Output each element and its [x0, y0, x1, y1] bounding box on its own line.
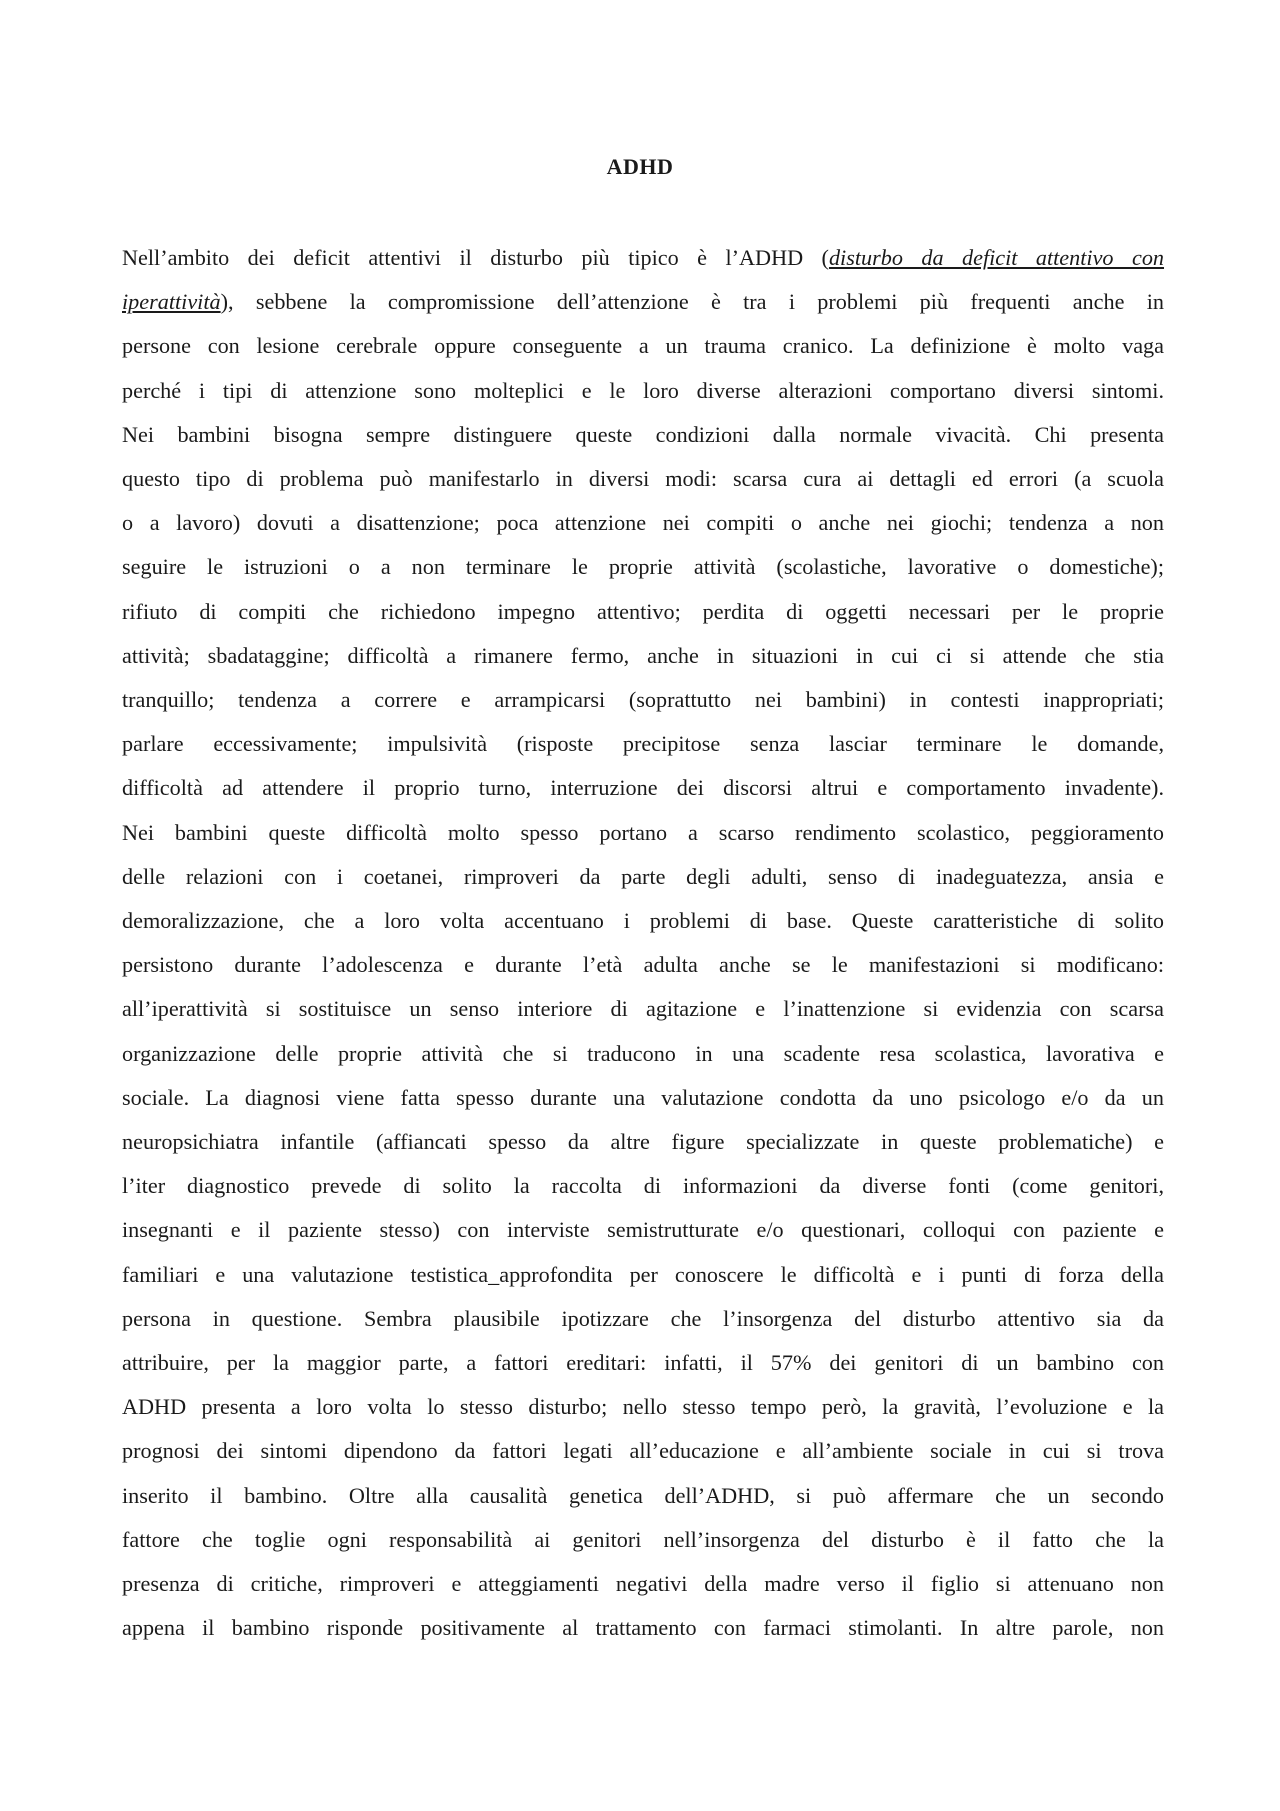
text-line: [122, 1253, 1164, 1297]
text-line: [122, 1341, 1164, 1385]
text-line: [122, 1120, 1164, 1164]
text-run: Nei bambini bisogna sempre distinguere queste condizioni dalla normale vivacità. Chi presenta: [122, 421, 1164, 447]
text-run: presenza di critiche, rimproveri e atteggiamenti negativi della madre verso il figlio si attenuano non: [122, 1571, 1164, 1597]
text-line: [122, 1385, 1164, 1429]
text-line: [122, 987, 1164, 1031]
text-run: sociale. La diagnosi viene fatta spesso durante una valutazione condotta da uno psicologo e/o da un: [122, 1084, 1164, 1110]
text-run: perché i tipi di attenzione sono molteplici e le loro diverse alterazioni comportano diversi sintomi.: [122, 377, 1164, 403]
text-run: fattore che toglie ogni responsabilità ai genitori nell’insorgenza del disturbo è il fatto che la: [122, 1526, 1164, 1552]
text-run: persistono durante l’adolescenza e durante l’età adulta anche se le manifestazioni si modificano:: [122, 952, 1164, 978]
text-line: [122, 678, 1164, 722]
text-line: [122, 722, 1164, 766]
text-run: rifiuto di compiti che richiedono impegno attentivo; perdita di oggetti necessari per le proprie: [122, 598, 1164, 624]
text-line: [122, 501, 1164, 545]
text-run: appena il bambino risponde positivamente al trattamento con farmaci stimolanti. In altre parole, non: [122, 1615, 1164, 1641]
text-run: seguire le istruzioni o a non terminare le proprie attività (scolastiche, lavorative o domestiche);: [122, 554, 1164, 580]
text-line: [122, 236, 1164, 280]
emphasized-term: iperattività: [122, 289, 221, 315]
text-run: persone con lesione cerebrale oppure conseguente a un trauma cranico. La definizione è molto vaga: [122, 333, 1164, 359]
text-run: l’iter diagnostico prevede di solito la raccolta di informazioni da diverse fonti (come genitori,: [122, 1173, 1164, 1199]
text-line: [122, 634, 1164, 678]
text-run: neuropsichiatra infantile (affiancati spesso da altre figure specializzate in queste problematiche) e: [122, 1129, 1164, 1155]
text-run: o a lavoro) dovuti a disattenzione; poca attenzione nei compiti o anche nei giochi; tendenza a non: [122, 510, 1164, 536]
emphasized-term: disturbo da deficit attentivo con: [828, 245, 1165, 270]
text-run: familiari e una valutazione testistica_approfondita per conoscere le difficoltà e i punti di forza della: [122, 1261, 1164, 1287]
text-run: difficoltà ad attendere il proprio turno, interruzione dei discorsi altrui e comportamento invadente).: [122, 775, 1164, 801]
text-line: [122, 1562, 1164, 1606]
text-line: [122, 545, 1164, 589]
text-run: Nell’ambito dei deficit attentivi il disturbo più tipico è l’ADHD (: [122, 245, 829, 270]
text-line: [122, 1032, 1164, 1076]
text-line: [122, 1606, 1164, 1650]
text-line: [122, 1518, 1164, 1562]
text-run: demoralizzazione, che a loro volta accentuano i problemi di base. Queste caratteristiche di solito: [122, 908, 1164, 934]
text-run: inserito il bambino. Oltre alla causalità genetica dell’ADHD, si può affermare che un secondo: [122, 1482, 1164, 1508]
text-line: [122, 1474, 1164, 1518]
text-line: [122, 1076, 1164, 1120]
text-line: [122, 324, 1164, 368]
text-run: all’iperattività si sostituisce un senso interiore di agitazione e l’inattenzione si evidenzia con scarsa: [122, 996, 1164, 1022]
text-run: ADHD presenta a loro volta lo stesso disturbo; nello stesso tempo però, la gravità, l’evoluzione e la: [122, 1394, 1164, 1420]
text-run: prognosi dei sintomi dipendono da fattori legati all’educazione e all’ambiente sociale in cui si trova: [122, 1438, 1164, 1464]
page-title: ADHD: [606, 154, 674, 179]
text-run: insegnanti e il paziente stesso) con interviste semistrutturate e/o questionari, colloqui con paziente e: [122, 1217, 1164, 1243]
text-line: [122, 457, 1164, 501]
text-run: persona in questione. Sembra plausibile ipotizzare che l’insorgenza del disturbo attentivo sia da: [122, 1305, 1164, 1331]
text-line: [122, 369, 1164, 413]
text-line: [122, 855, 1164, 899]
text-run: Nei bambini queste difficoltà molto spesso portano a scarso rendimento scolastico, peggioramento: [122, 819, 1164, 845]
text-line: [122, 1297, 1164, 1341]
text-run: parlare eccessivamente; impulsività (risposte precipitose senza lasciar terminare le domande,: [122, 731, 1164, 757]
body-paragraph: [122, 236, 1164, 1651]
text-line: [122, 943, 1164, 987]
text-line: [122, 899, 1164, 943]
text-run: attribuire, per la maggior parte, a fattori ereditari: infatti, il 57% dei genitori di un bambino con: [122, 1350, 1164, 1376]
text-line: [122, 280, 1164, 324]
text-run: organizzazione delle proprie attività che si traducono in una scadente resa scolastica, lavorativa e: [122, 1040, 1164, 1066]
text-run: ), sebbene la compromissione dell’attenzione è tra i problemi più frequenti anche in: [220, 289, 1164, 315]
text-line: [122, 413, 1164, 457]
text-run: tranquillo; tendenza a correre e arrampicarsi (soprattutto nei bambini) in contesti inappropriati;: [122, 687, 1164, 713]
text-line: [122, 1164, 1164, 1208]
text-run: delle relazioni con i coetanei, rimproveri da parte degli adulti, senso di inadeguatezza, ansia e: [122, 863, 1164, 889]
text-line: [122, 766, 1164, 810]
text-line: [122, 590, 1164, 634]
text-line: [122, 1429, 1164, 1473]
text-run: attività; sbadataggine; difficoltà a rimanere fermo, anche in situazioni in cui ci si attende che stia: [122, 642, 1164, 668]
text-line: [122, 1208, 1164, 1252]
text-line: [122, 811, 1164, 855]
text-run: questo tipo di problema può manifestarlo in diversi modi: scarsa cura ai dettagli ed errori (a scuola: [122, 466, 1164, 492]
